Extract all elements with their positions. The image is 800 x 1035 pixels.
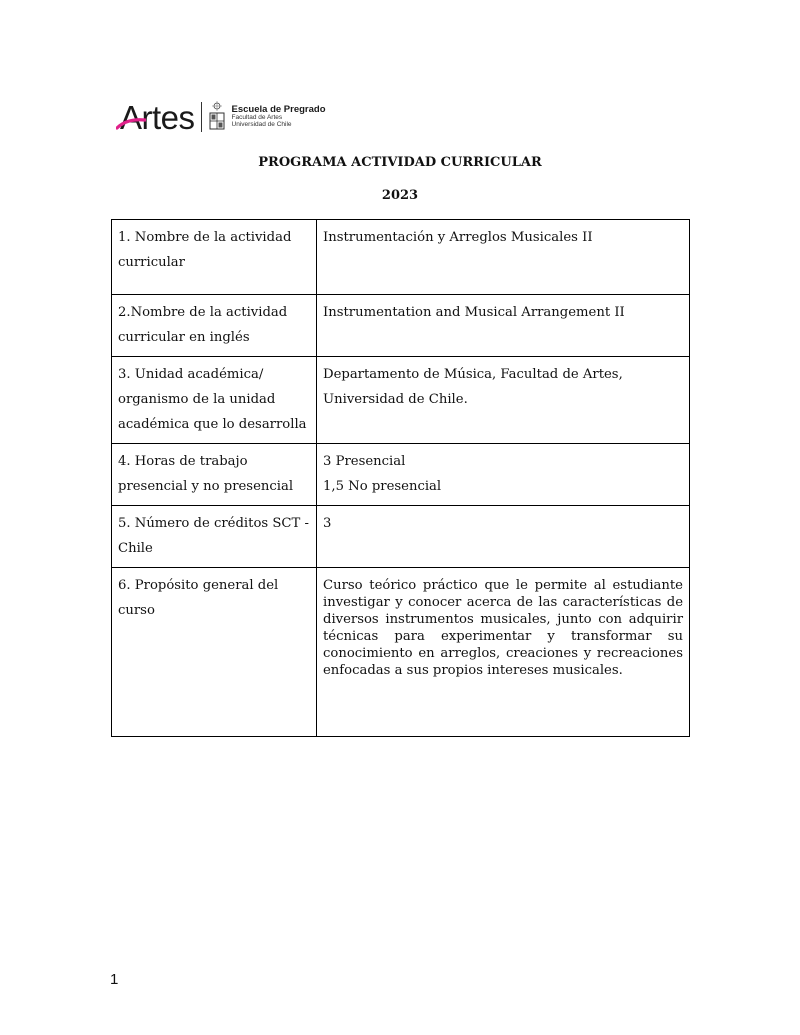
university-name: Universidad de Chile [231, 120, 292, 128]
row-label: 6. Propósito general del curso [112, 568, 317, 737]
course-purpose-text: Curso teórico práctico que le permite al estudiante investigar y conocer acerca de las características de diversos instrumentos musicales, junto con adquirir técnicas para experimentar y transformar su conocimiento en arreglos, creaciones y recreaciones enfocadas a sus propios intereses musicales. [323, 578, 683, 678]
school-name: Escuela de Pregrado [231, 104, 326, 116]
value-line: 1,5 No presencial [323, 479, 442, 494]
faculty-name: Facultad de Artes [231, 114, 283, 122]
logo-separator [201, 102, 202, 132]
logo-swoosh-icon [116, 117, 146, 131]
value-line: 3 Presencial [323, 454, 406, 469]
row-value [317, 444, 690, 506]
table-row [112, 568, 690, 737]
row-label: 2.Nombre de la actividad curricular en inglés [112, 295, 317, 357]
row-value [317, 357, 690, 444]
table-row [112, 444, 690, 506]
table-row [112, 357, 690, 444]
school-info [232, 105, 326, 129]
table-row [112, 295, 690, 357]
table-row [112, 506, 690, 568]
value-line: 3 [323, 516, 332, 531]
university-crest-icon [208, 101, 226, 133]
row-value [317, 506, 690, 568]
row-value [317, 220, 690, 295]
value-line: Instrumentación y Arreglos Musicales II [323, 230, 593, 245]
document-title: PROGRAMA ACTIVIDAD CURRICULAR [258, 155, 542, 170]
row-label: 4. Horas de trabajo presencial y no presencial [112, 444, 317, 506]
artes-logo [120, 96, 326, 138]
row-value [317, 568, 690, 737]
curricular-program-table [111, 219, 690, 737]
table-row [112, 220, 690, 295]
document-year: 2023 [381, 188, 419, 203]
row-value [317, 295, 690, 357]
value-line: Departamento de Música, Facultad de Artes, Universidad de Chile. [323, 367, 623, 407]
page-number: 1 [110, 971, 119, 988]
row-label: 3. Unidad académica/ organismo de la unidad académica que lo desarrolla [112, 357, 317, 444]
logo-wordmark: Artes [120, 101, 195, 134]
row-label: 1. Nombre de la actividad curricular [112, 220, 317, 295]
row-label: 5. Número de créditos SCT - Chile [112, 506, 317, 568]
value-line: Instrumentation and Musical Arrangement II [323, 305, 625, 320]
